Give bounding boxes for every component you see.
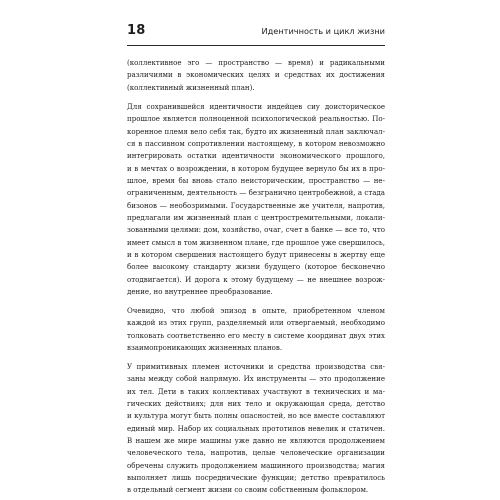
text-line: гических действиях; для них тело и окружающая среда, детство: [127, 399, 385, 409]
page-number: 18: [127, 23, 146, 38]
text-line: Очевидно, что любой эпизод в опыте, приобретенном членом: [127, 306, 385, 315]
text-line: взаимопроникающих жизненных планов.: [127, 343, 283, 353]
text-line: шлое, время бы вновь стало неисторическим, пространство — не-: [127, 176, 385, 186]
text-line: обречены служить продолжением машинного производства; магия: [127, 460, 385, 470]
text-line: ся в пассивном сопротивлении настоящему, в котором невозможно: [127, 139, 385, 149]
text-line: толковать соответственно его месту в системе координат двух этих: [127, 330, 385, 340]
text-line: более высокому стандарту жизни будущего (которое бесконечно: [127, 262, 385, 272]
text-line: Для сохранившейся идентичности индейцев сиу доисторическое: [127, 102, 385, 111]
paragraph-sioux-identity: [127, 101, 385, 299]
text-line: выполняет лишь посреднические функции; детство превратилось: [127, 473, 385, 483]
running-head: Идентичность и цикл жизни: [261, 26, 385, 36]
text-line: единый мир. Набор их социальных прототипов невелик и статичен.: [127, 423, 385, 433]
text-line: каждой из этих групп, разделяемый или отвергаемый, необходимо: [127, 318, 385, 328]
paragraph-continued: [127, 57, 385, 94]
text-line: прошлое является полноценной психологической реальностью. По-: [127, 114, 385, 124]
text-line: интегрировать остатки идентичности экономического прошлого,: [127, 151, 385, 161]
text-line: их тел. Дети в таких коллективах участвуют в технических и ма-: [127, 386, 385, 396]
text-line: (коллективный жизненный план).: [127, 82, 255, 92]
text-line: и культура могут быть полны опасностей, но все вместе составляют: [127, 411, 385, 421]
text-line: дение, но внутреннее преобразование.: [127, 287, 273, 297]
text-line: (коллективное эго — пространство — время) и радикальными: [127, 58, 385, 67]
text-line: человеческого тела, напротив, целые человеческие организации: [127, 448, 385, 458]
text-line: зованными целями: дом, хозяйство, очаг, счет в банке — все то, что: [127, 225, 385, 235]
text-line: В нашем же мире машины уже давно не являются продолжением: [127, 436, 385, 446]
text-line: и в котором свершения настоящего будут принесены в жертву еще: [127, 250, 385, 260]
text-line: коренное племя вело себя так, будто их жизненный план заключал-: [127, 126, 385, 136]
text-line: заны между собой напрямую. Их инструменты — это продолжение: [127, 374, 385, 384]
page-header: [127, 24, 385, 42]
text-line: У примитивных племен источники и средства производства свя-: [127, 362, 385, 371]
text-line: имеет смысл в том жизненном плане, где прошлое уже свершилось,: [127, 237, 385, 247]
text-line: бизонов — необозримыми. Государственные же учителя, напротив,: [127, 200, 385, 210]
paragraph-episodes: [127, 305, 385, 354]
text-line: отодвигается). И дорога к этому будущему — не внешнее возрож-: [127, 274, 385, 284]
text-line: различиями в экономических целях и средствах их достижения: [127, 70, 385, 80]
text-line: ограниченным, деятельность — безгранично центробежной, а стада: [127, 188, 385, 198]
text-line: в отдельный сегмент жизни со своим собственным фольклором.: [127, 485, 369, 495]
text-line: и в мечтах о возрождении, в котором будущее вернуло бы их в про-: [127, 163, 385, 173]
paragraph-primitive-tribes: [127, 361, 385, 497]
text-line: предлагали им жизненный план с центростремительными, локали-: [127, 213, 385, 223]
header-rule: [127, 45, 385, 46]
